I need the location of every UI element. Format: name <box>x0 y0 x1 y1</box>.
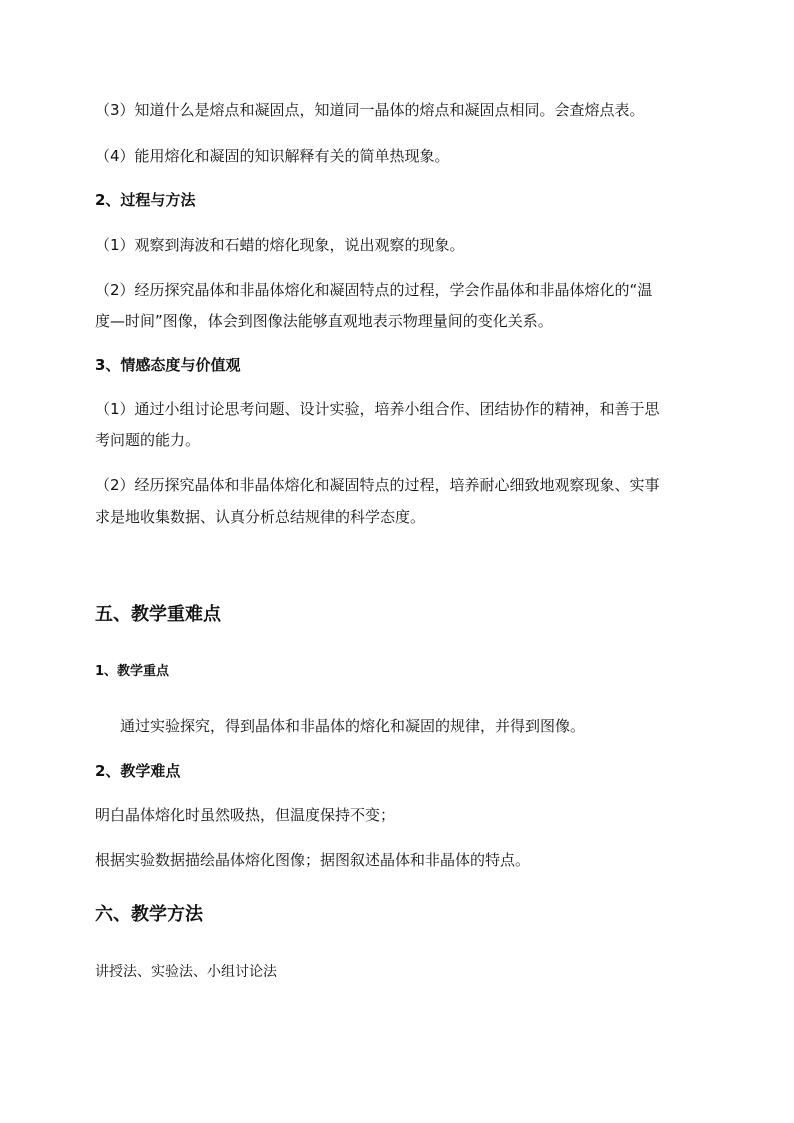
key-points-heading: 1、教学重点 <box>95 664 170 679</box>
difficulty-line-2: 根据实验数据描绘晶体熔化图像；据图叙述晶体和非晶体的特点。 <box>95 851 531 869</box>
process-item-2-line-1: （2）经历探究晶体和非晶体熔化和凝固特点的过程，学会作晶体和非晶体熔化的“温 <box>95 281 653 299</box>
key-points-text: 通过实验探究，得到晶体和非晶体的熔化和凝固的规律，并得到图像。 <box>120 717 586 735</box>
emotion-item-1-line-2: 考问题的能力。 <box>95 431 201 449</box>
process-method-heading: 2、过程与方法 <box>95 191 196 209</box>
difficulties-heading: 2、教学难点 <box>95 762 181 780</box>
objective-item-4: （4）能用熔化和凝固的知识解释有关的简单热现象。 <box>95 147 450 165</box>
process-item-2-line-2: 度—时间”图像，体会到图像法能够直观地表示物理量间的变化关系。 <box>95 312 553 330</box>
emotion-item-2-line-1: （2）经历探究晶体和非晶体熔化和凝固特点的过程，培养耐心细致地观察现象、实事 <box>95 476 660 494</box>
objective-item-3: （3）知道什么是熔点和凝固点，知道同一晶体的熔点和凝固点相同。会查熔点表。 <box>95 101 645 119</box>
process-item-1: （1）观察到海波和石蜡的熔化现象，说出观察的现象。 <box>95 236 465 254</box>
emotion-values-heading: 3、情感态度与价值观 <box>95 356 241 374</box>
section-6-title: 六、教学方法 <box>95 904 203 925</box>
section-5-title: 五、教学重难点 <box>95 604 221 625</box>
difficulty-line-1: 明白晶体熔化时虽然吸热，但温度保持不变； <box>95 806 396 824</box>
teaching-methods-text: 讲授法、实验法、小组讨论法 <box>95 964 277 980</box>
emotion-item-1-line-1: （1）通过小组讨论思考问题、设计实验，培养小组合作、团结协作的精神，和善于思 <box>95 400 660 418</box>
emotion-item-2-line-2: 求是地收集数据、认真分析总结规律的科学态度。 <box>95 508 426 526</box>
